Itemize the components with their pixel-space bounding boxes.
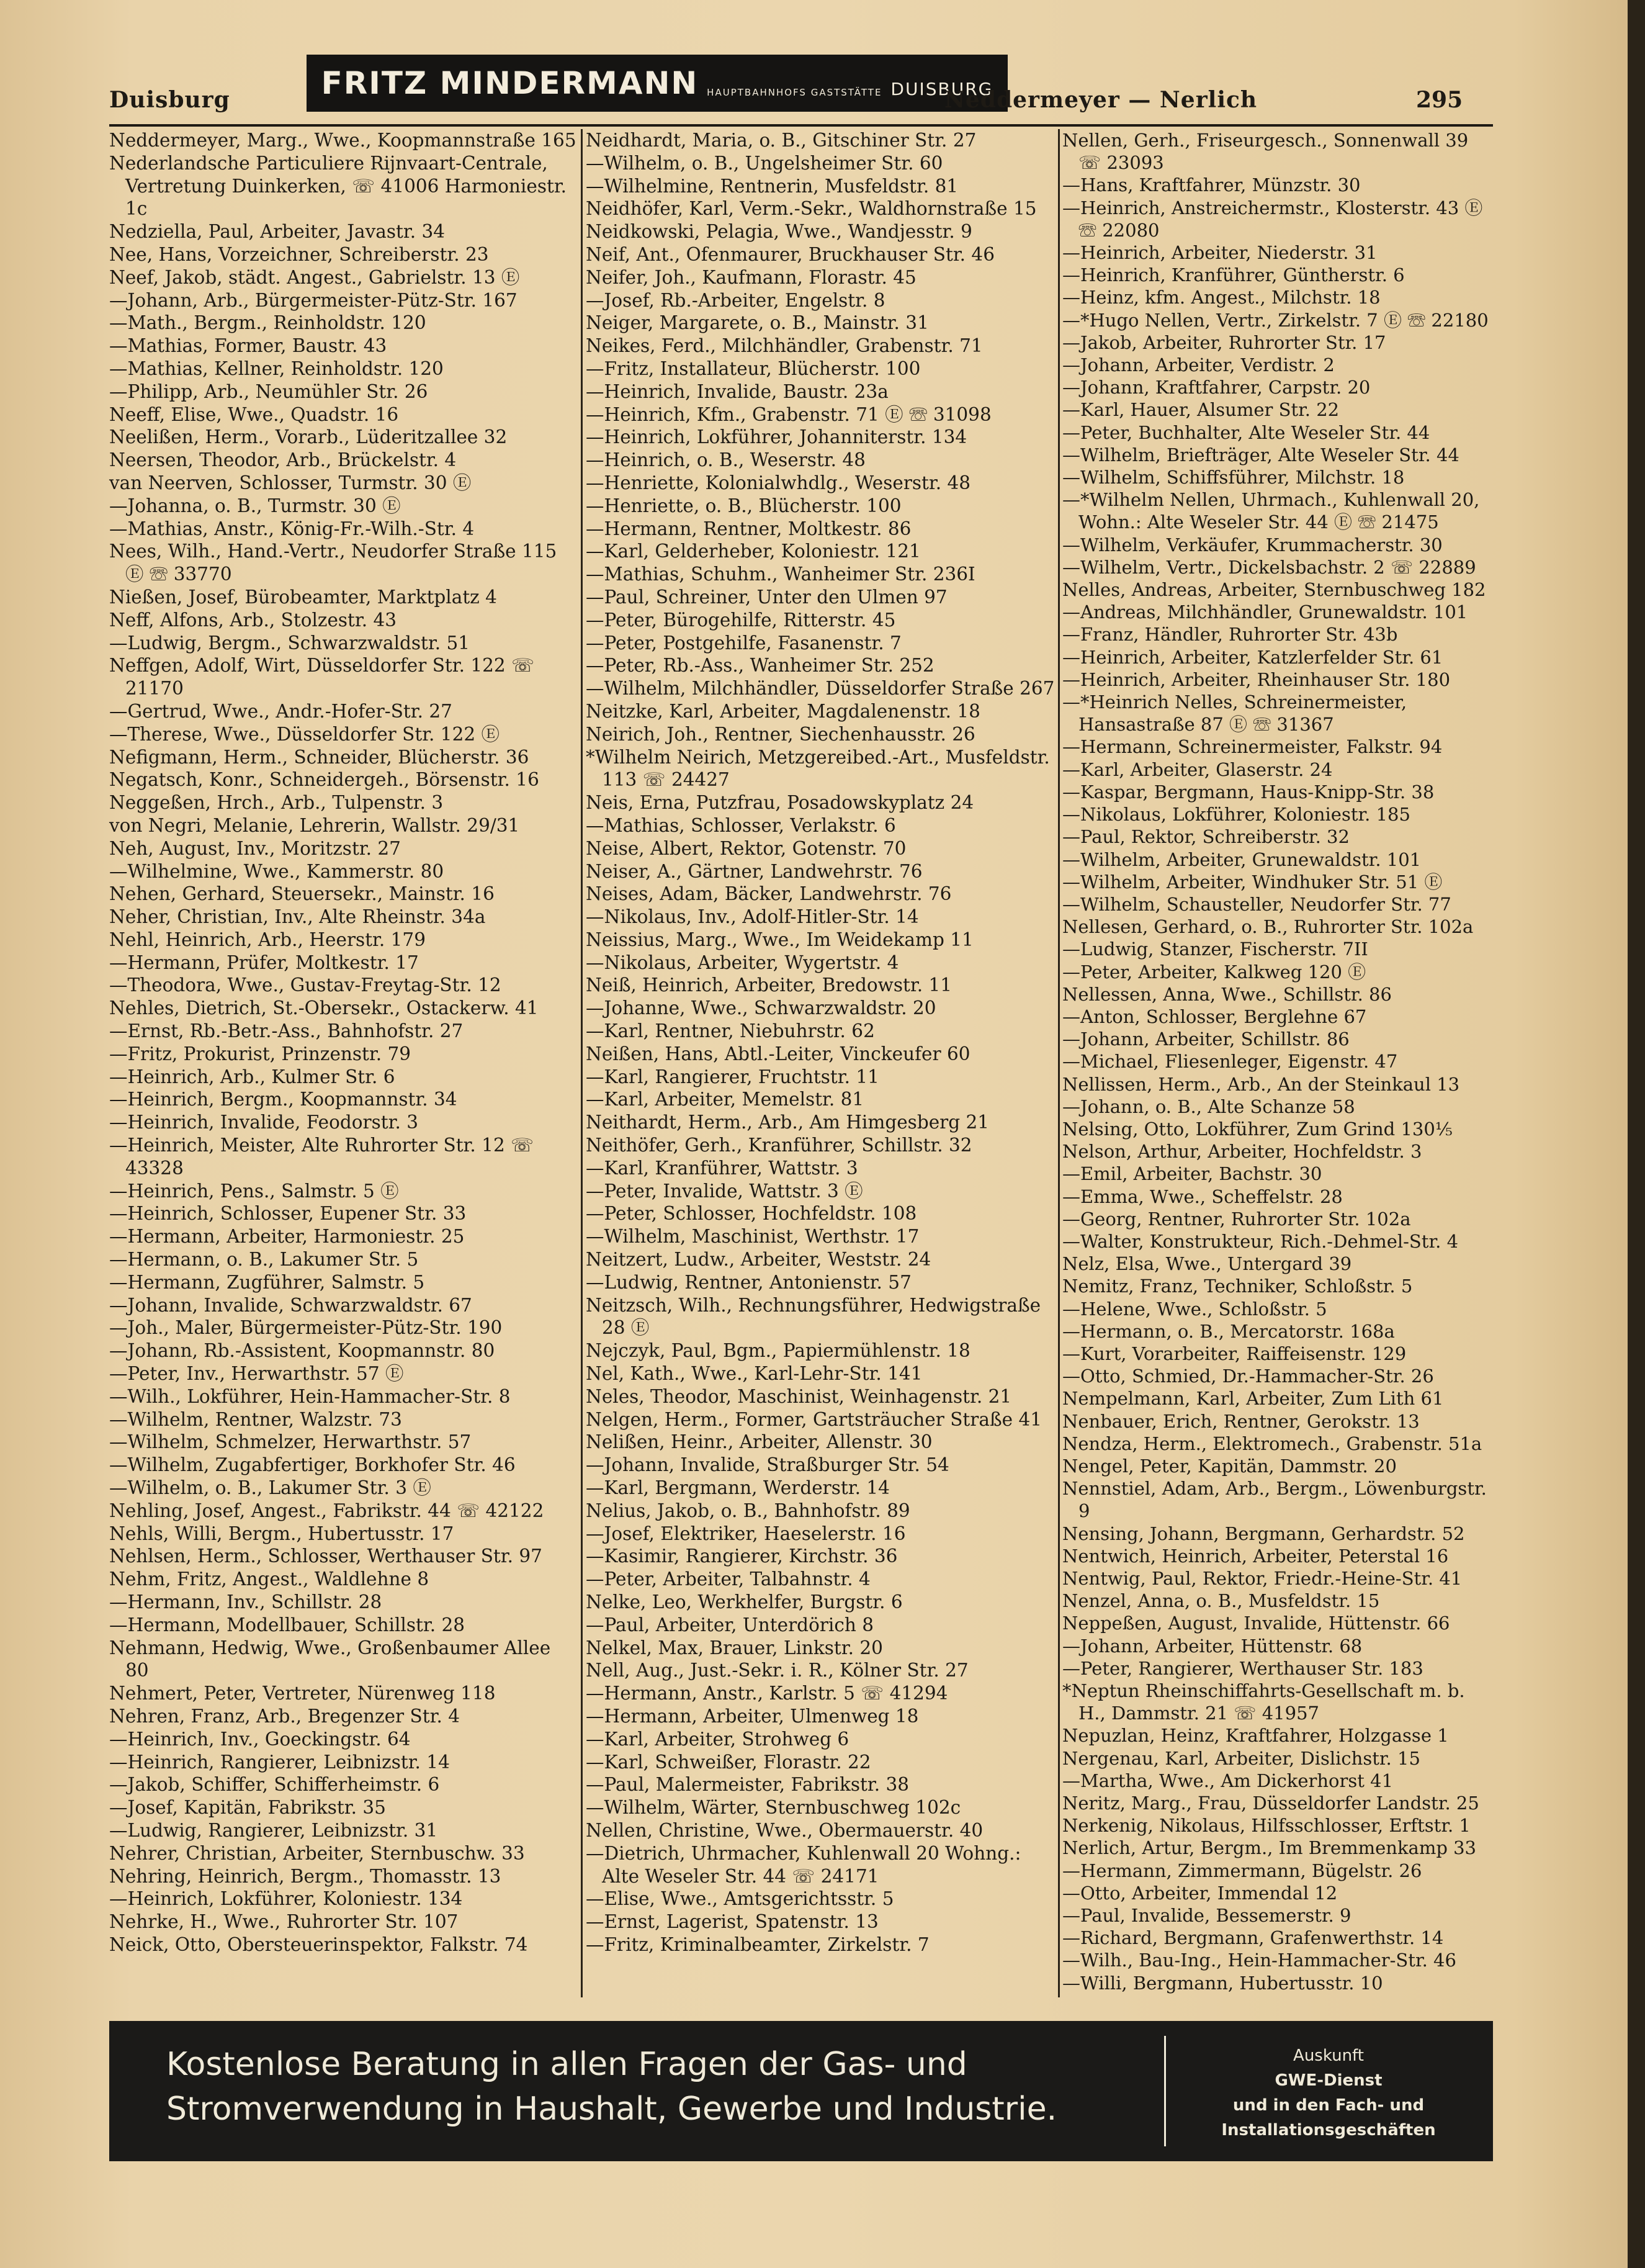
ad-subtitle: HAUPTBAHNHOFS GASTSTÄTTE	[707, 87, 882, 98]
directory-entry: —Wilh., Bau-Ing., Hein-Hammacher-Str. 46	[1062, 1950, 1456, 1971]
directory-entry: Nelgen, Herm., Former, Gartsträucher Straße 41	[586, 1408, 1042, 1430]
footer-side-line: Installationsgeschäften	[1221, 2121, 1436, 2140]
directory-entry: Nees, Wilh., Hand.-Vertr., Neudorfer Straße 115 Ⓔ ☏ 33770	[109, 541, 557, 585]
directory-entry: Neitzert, Ludw., Arbeiter, Weststr. 24	[586, 1249, 931, 1271]
directory-entry: —Mathias, Schuhm., Wanheimer Str. 236I	[586, 564, 975, 585]
directory-entry: Nießen, Josef, Bürobeamter, Marktplatz 4	[109, 586, 497, 608]
directory-entry: —Wilhelm, Schiffsführer, Milchstr. 18	[1062, 467, 1405, 488]
directory-entry: —Josef, Elektriker, Haeselerstr. 16	[586, 1523, 906, 1544]
directory-entry: —Wilhelmine, Rentnerin, Musfeldstr. 81	[586, 175, 959, 197]
column-divider	[581, 129, 583, 1997]
directory-entry: —Karl, Arbeiter, Strohweg 6	[586, 1728, 849, 1750]
directory-column-1	[109, 129, 578, 2004]
directory-entry: Nellen, Christine, Wwe., Obermauerstr. 40	[586, 1819, 984, 1841]
directory-entry: —Helene, Wwe., Schloßstr. 5	[1062, 1298, 1327, 1320]
directory-entry: Neles, Theodor, Maschinist, Weinhagenstr. 21	[586, 1385, 1012, 1407]
directory-entry: —Hermann, Modellbauer, Schillstr. 28	[109, 1614, 465, 1636]
directory-entry: —Karl, Arbeiter, Memelstr. 81	[586, 1089, 864, 1110]
directory-entry: Nehmann, Hedwig, Wwe., Großenbaumer Allee 80	[109, 1637, 551, 1681]
directory-entry: —Heinrich, Invalide, Feodorstr. 3	[109, 1112, 418, 1133]
directory-entry: Neritz, Marg., Frau, Düsseldorfer Landstr. 25	[1062, 1793, 1479, 1814]
directory-entry: Nelson, Arthur, Arbeiter, Hochfeldstr. 3	[1062, 1141, 1422, 1163]
directory-entry: —Heinrich, Rangierer, Leibnizstr. 14	[109, 1751, 450, 1773]
directory-entry: —Heinrich, Schlosser, Eupener Str. 33	[109, 1203, 467, 1225]
directory-entry: —Johann, o. B., Alte Schanze 58	[1062, 1096, 1355, 1117]
directory-entry: —Kurt, Vorarbeiter, Raiffeisenstr. 129	[1062, 1343, 1407, 1364]
directory-entry: —Paul, Schreiner, Unter den Ulmen 97	[586, 586, 948, 608]
directory-column-3	[1062, 129, 1493, 2004]
directory-entry: —Fritz, Prokurist, Prinzenstr. 79	[109, 1043, 411, 1064]
directory-entry: —Ludwig, Bergm., Schwarzwaldstr. 51	[109, 632, 470, 654]
directory-entry: —Heinrich, Arbeiter, Rheinhauser Str. 180	[1062, 668, 1451, 690]
directory-entry: —Elise, Wwe., Amtsgerichtsstr. 5	[586, 1888, 894, 1910]
directory-entry: —Fritz, Kriminalbeamter, Zirkelstr. 7	[586, 1933, 930, 1955]
directory-entry: Nee, Hans, Vorzeichner, Schreiberstr. 23	[109, 243, 489, 265]
directory-entry: Nelißen, Heinr., Arbeiter, Allenstr. 30	[586, 1431, 933, 1453]
directory-entry: —*Heinrich Nelles, Schreinermeister, Hansastraße 87 Ⓔ ☏ 31367	[1062, 691, 1407, 736]
directory-entry: —Anton, Schlosser, Berglehne 67	[1062, 1006, 1367, 1027]
directory-entry: —Wilhelm, Rentner, Walzstr. 73	[109, 1408, 402, 1430]
directory-entry: —Wilh., Lokführer, Hein-Hammacher-Str. 8	[109, 1385, 511, 1407]
column-divider	[1058, 129, 1060, 1997]
directory-entry: —Jakob, Arbeiter, Ruhrorter Str. 17	[1062, 331, 1386, 353]
directory-entry: Nehling, Josef, Angest., Fabrikstr. 44 ☏ 42122	[109, 1500, 544, 1521]
directory-entry: —Wilhelm, Schausteller, Neudorfer Str. 77	[1062, 893, 1451, 915]
directory-entry: —Wilhelm, Vertr., Dickelsbachstr. 2 ☏ 22889	[1062, 556, 1476, 578]
directory-entry: —Wilhelm, Milchhändler, Düsseldorfer Straße 267	[586, 678, 1055, 700]
directory-entry: —Hermann, o. B., Lakumer Str. 5	[109, 1249, 419, 1271]
page-edge-shadow	[1628, 0, 1645, 2268]
directory-entry: —Hermann, Arbeiter, Ulmenweg 18	[586, 1705, 919, 1727]
directory-entry: —Hermann, Anstr., Karlstr. 5 ☏ 41294	[586, 1683, 948, 1704]
directory-entry: —Karl, Hauer, Alsumer Str. 22	[1062, 399, 1340, 421]
directory-entry: Nefigmann, Herm., Schneider, Blücherstr. 36	[109, 746, 529, 768]
directory-entry: Neißen, Hans, Abtl.-Leiter, Vinckeufer 60	[586, 1043, 970, 1064]
directory-entry: —Hermann, Zimmermann, Bügelstr. 26	[1062, 1860, 1422, 1881]
directory-entry: Neikes, Ferd., Milchhändler, Grabenstr. 71	[586, 335, 983, 357]
directory-entry: —Mathias, Anstr., König-Fr.-Wilh.-Str. 4	[109, 518, 475, 539]
directory-entry: —Math., Bergm., Reinholdstr. 120	[109, 312, 426, 334]
directory-entry: Nehen, Gerhard, Steuersekr., Mainstr. 16	[109, 883, 495, 905]
directory-entry: —Karl, Schweißer, Florastr. 22	[586, 1751, 871, 1773]
directory-entry: —Kaspar, Bergmann, Haus-Knipp-Str. 38	[1062, 781, 1435, 803]
directory-entry: Nehl, Heinrich, Arb., Heerstr. 179	[109, 929, 426, 950]
directory-entry: Neirich, Joh., Rentner, Siechenhausstr. 26	[586, 723, 975, 745]
directory-entry: Neiser, A., Gärtner, Landwehrstr. 76	[586, 860, 923, 882]
directory-entry: —Andreas, Milchhändler, Grunewaldstr. 101	[1062, 601, 1468, 623]
directory-entry: —Wilhelm, Arbeiter, Grunewaldstr. 101	[1062, 848, 1422, 870]
directory-entry: Neff, Alfons, Arb., Stolzestr. 43	[109, 609, 397, 631]
directory-entry: Nentwig, Paul, Rektor, Friedr.-Heine-Str. 41	[1062, 1568, 1463, 1589]
directory-entry: Nenzel, Anna, o. B., Musfeldstr. 15	[1062, 1590, 1380, 1612]
header-city: Duisburg	[109, 87, 230, 113]
directory-entry: —Peter, Arbeiter, Talbahnstr. 4	[586, 1568, 871, 1590]
directory-entry: —Heinrich, Kfm., Grabenstr. 71 Ⓔ ☏ 31098	[586, 403, 992, 425]
directory-entry: —Paul, Arbeiter, Unterdörich 8	[586, 1614, 874, 1636]
directory-entry: Nepuzlan, Heinz, Kraftfahrer, Holzgasse 1	[1062, 1725, 1449, 1747]
directory-entry: —Franz, Händler, Ruhrorter Str. 43b	[1062, 624, 1398, 646]
directory-entry: Nelles, Andreas, Arbeiter, Sternbuschweg 182	[1062, 579, 1486, 601]
directory-column-2	[586, 129, 1055, 2004]
directory-entry: —Therese, Wwe., Düsseldorfer Str. 122 Ⓔ	[109, 723, 500, 745]
header-name-range: Neddermeyer — Nerlich	[944, 87, 1258, 113]
directory-entry: Nehren, Franz, Arb., Bregenzer Str. 4	[109, 1705, 460, 1727]
directory-entry: Nell, Aug., Just.-Sekr. i. R., Kölner Str. 27	[586, 1660, 969, 1681]
directory-entry: —Ernst, Lagerist, Spatenstr. 13	[586, 1911, 879, 1933]
directory-entry: —Henriette, Kolonialwhdlg., Weserstr. 48	[586, 472, 971, 493]
directory-entry: —Heinrich, Arbeiter, Katzlerfelder Str. 61	[1062, 646, 1443, 668]
directory-entry: —Joh., Maler, Bürgermeister-Pütz-Str. 190	[109, 1317, 503, 1339]
directory-entry: Nellessen, Anna, Wwe., Schillstr. 86	[1062, 983, 1392, 1005]
directory-entry: Nellesen, Gerhard, o. B., Ruhrorter Str. 102a	[1062, 916, 1474, 938]
directory-entry: —Karl, Kranführer, Wattstr. 3	[586, 1157, 858, 1179]
directory-entry: —Heinrich, Inv., Goeckingstr. 64	[109, 1728, 411, 1750]
directory-entry: —Peter, Inv., Herwarthstr. 57 Ⓔ	[109, 1363, 404, 1385]
directory-entry: Nempelmann, Karl, Arbeiter, Zum Lith 61	[1062, 1388, 1444, 1410]
directory-entry: —Mathias, Former, Baustr. 43	[109, 335, 387, 357]
directory-entry: —Hermann, o. B., Mercatorstr. 168a	[1062, 1320, 1395, 1342]
directory-entry: —Hermann, Rentner, Moltkestr. 86	[586, 518, 912, 539]
directory-entry: Nerkenig, Nikolaus, Hilfsschlosser, Erftstr. 1	[1062, 1815, 1471, 1837]
header-advertisement	[307, 55, 1008, 112]
directory-entry: —Heinrich, Pens., Salmstr. 5 Ⓔ	[109, 1180, 399, 1202]
directory-entry: —Paul, Malermeister, Fabrikstr. 38	[586, 1774, 910, 1796]
directory-entry: —Heinrich, Arb., Kulmer Str. 6	[109, 1066, 395, 1087]
directory-entry: Nemitz, Franz, Techniker, Schloßstr. 5	[1062, 1276, 1413, 1297]
directory-entry: —Karl, Rentner, Niebuhrstr. 62	[586, 1020, 875, 1042]
directory-entry: Neif, Ant., Ofenmaurer, Bruckhauser Str. 46	[586, 243, 995, 265]
directory-entry: —Wilhelm, o. B., Ungelsheimer Str. 60	[586, 152, 943, 174]
directory-entry: —Ludwig, Rentner, Antonienstr. 57	[586, 1271, 912, 1293]
directory-entry: Nelsing, Otto, Lokführer, Zum Grind 130⅕	[1062, 1118, 1453, 1140]
directory-entry: —Heinrich, Invalide, Baustr. 23a	[586, 380, 889, 402]
directory-entry: Nehrke, H., Wwe., Ruhrorter Str. 107	[109, 1911, 459, 1933]
directory-entry: —Karl, Arbeiter, Glaserstr. 24	[1062, 758, 1333, 780]
directory-entry: —Hermann, Inv., Schillstr. 28	[109, 1591, 382, 1613]
directory-entry: —Hermann, Arbeiter, Harmoniestr. 25	[109, 1226, 465, 1248]
directory-entry: —Heinz, kfm. Angest., Milchstr. 18	[1062, 287, 1381, 308]
directory-entry: —Heinrich, Bergm., Koopmannstr. 34	[109, 1089, 457, 1110]
directory-entry: —Wilhelmine, Wwe., Kammerstr. 80	[109, 860, 444, 882]
page-number: 295	[1416, 87, 1463, 113]
directory-entry: —Jakob, Schiffer, Schifferheimstr. 6	[109, 1774, 440, 1796]
directory-entry: *Neptun Rheinschiffahrts-Gesellschaft m. b. H., Dammstr. 21 ☏ 41957	[1062, 1680, 1465, 1724]
directory-entry: —Philipp, Arb., Neumühler Str. 26	[109, 380, 428, 402]
footer-main-text	[166, 2042, 1172, 2131]
directory-entry: —Dietrich, Uhrmacher, Kuhlenwall 20 Wohng.: Alte Weseler Str. 44 ☏ 24171	[586, 1842, 1021, 1887]
directory-entry: Nensing, Johann, Bergmann, Gerhardstr. 52	[1062, 1523, 1465, 1544]
directory-entry: Neis, Erna, Putzfrau, Posadowskyplatz 24	[586, 792, 974, 814]
directory-entry: Neises, Adam, Bäcker, Landwehrstr. 76	[586, 883, 952, 905]
directory-entry: —Wilhelm, Briefträger, Alte Weseler Str. 44	[1062, 444, 1459, 466]
directory-entry: —Wilhelm, Schmelzer, Herwarthstr. 57	[109, 1431, 472, 1453]
directory-entry: Nelius, Jakob, o. B., Bahnhofstr. 89	[586, 1500, 910, 1521]
directory-entry: —Hermann, Prüfer, Moltkestr. 17	[109, 952, 419, 973]
directory-entry: —Georg, Rentner, Ruhrorter Str. 102a	[1062, 1208, 1411, 1230]
footer-side-line: GWE-Dienst	[1275, 2071, 1383, 2090]
directory-entry: —Ludwig, Stanzer, Fischerstr. 7II	[1062, 938, 1368, 960]
directory-entry: —Heinrich, Anstreichermstr., Klosterstr. 43 Ⓔ ☏ 22080	[1062, 197, 1483, 241]
directory-entry: von Negri, Melanie, Lehrerin, Wallstr. 29/31	[109, 814, 520, 836]
directory-entry: —Josef, Rb.-Arbeiter, Engelstr. 8	[586, 289, 885, 311]
directory-entry: —Peter, Arbeiter, Kalkweg 120 Ⓔ	[1062, 961, 1366, 983]
footer-advertisement	[109, 2021, 1493, 2161]
directory-entry: —Emil, Arbeiter, Bachstr. 30	[1062, 1163, 1322, 1185]
directory-entry: —*Hugo Nellen, Vertr., Zirkelstr. 7 Ⓔ ☏ 22180	[1062, 309, 1489, 331]
directory-entry: Nehles, Dietrich, St.-Obersekr., Ostackerw. 41	[109, 997, 539, 1019]
page-header	[109, 55, 1493, 123]
directory-entry: —Heinrich, Kranführer, Güntherstr. 6	[1062, 264, 1405, 286]
directory-entry: —Hermann, Schreinermeister, Falkstr. 94	[1062, 736, 1443, 758]
directory-entry: *Wilhelm Neirich, Metzgereibed.-Art., Musfeldstr. 113 ☏ 24427	[586, 746, 1050, 791]
directory-entry: —Johann, Arbeiter, Hüttenstr. 68	[1062, 1635, 1363, 1657]
directory-entry: Nennstiel, Adam, Arb., Bergm., Löwenburgstr. 9	[1062, 1478, 1487, 1522]
directory-entry: —*Wilhelm Nellen, Uhrmach., Kuhlenwall 20, Wohn.: Alte Weseler Str. 44 Ⓔ ☏ 21475	[1062, 489, 1480, 533]
directory-entry: —Karl, Bergmann, Werderstr. 14	[586, 1477, 890, 1499]
directory-entry: —Mathias, Schlosser, Verlakstr. 6	[586, 814, 896, 836]
ad-name: FRITZ MINDERMANN	[321, 65, 699, 101]
directory-entry: —Wilhelm, Arbeiter, Windhuker Str. 51 Ⓔ	[1062, 871, 1443, 893]
directory-entry: —Johann, Kraftfahrer, Carpstr. 20	[1062, 377, 1371, 398]
directory-entry: Neidhöfer, Karl, Verm.-Sekr., Waldhornstraße 15	[586, 198, 1037, 220]
directory-entry: Nellissen, Herm., Arb., An der Steinkaul 13	[1062, 1073, 1460, 1095]
directory-entry: Nerlich, Artur, Bergm., Im Bremmenkamp 33	[1062, 1837, 1476, 1859]
directory-entry: —Otto, Schmied, Dr.-Hammacher-Str. 26	[1062, 1366, 1434, 1387]
directory-entry: —Fritz, Installateur, Blücherstr. 100	[586, 358, 921, 379]
directory-entry: Neifer, Joh., Kaufmann, Florastr. 45	[586, 266, 917, 288]
directory-entry: —Peter, Rangierer, Werthauser Str. 183	[1062, 1657, 1423, 1679]
directory-entry: Neef, Jakob, städt. Angest., Gabrielstr. 13 Ⓔ	[109, 266, 520, 288]
header-rule	[109, 124, 1493, 127]
directory-entry: Nehlsen, Herm., Schlosser, Werthauser Str. 97	[109, 1546, 542, 1567]
directory-entry: Nellen, Gerh., Friseurgesch., Sonnenwall 39 ☏ 23093	[1062, 130, 1469, 174]
footer-side-text	[1173, 2043, 1484, 2143]
directory-entry: —Walter, Konstrukteur, Rich.-Dehmel-Str. 4	[1062, 1230, 1459, 1252]
directory-entry: —Johann, Rb.-Assistent, Koopmannstr. 80	[109, 1340, 495, 1362]
directory-entry: —Johann, Arbeiter, Verdistr. 2	[1062, 354, 1335, 376]
directory-entry: Neersen, Theodor, Arb., Brückelstr. 4	[109, 449, 457, 471]
directory-entry: —Heinrich, Meister, Alte Ruhrorter Str. 12 ☏ 43328	[109, 1135, 534, 1179]
directory-entry: Nehls, Willi, Bergm., Hubertusstr. 17	[109, 1523, 454, 1544]
directory-entry: Neggeßen, Hrch., Arb., Tulpenstr. 3	[109, 792, 444, 814]
directory-entry: Neiß, Heinrich, Arbeiter, Bredowstr. 11	[586, 974, 952, 996]
directory-entry: —Johann, Invalide, Straßburger Str. 54	[586, 1454, 949, 1476]
directory-entry: Neeff, Elise, Wwe., Quadstr. 16	[109, 403, 399, 425]
directory-entry: Nel, Kath., Wwe., Karl-Lehr-Str. 141	[586, 1363, 923, 1385]
footer-side-line: und in den Fach- und	[1232, 2096, 1425, 2115]
directory-entry: —Wilhelm, Verkäufer, Krummacherstr. 30	[1062, 534, 1443, 556]
directory-entry: —Paul, Invalide, Bessemerstr. 9	[1062, 1905, 1351, 1927]
directory-entry: Nentwich, Heinrich, Arbeiter, Peterstal 16	[1062, 1545, 1449, 1567]
directory-entry: —Martha, Wwe., Am Dickerhorst 41	[1062, 1770, 1394, 1791]
footer-main-line: Kostenlose Beratung in allen Fragen der Gas- und	[166, 2046, 967, 2083]
directory-entry: —Mathias, Kellner, Reinholdstr. 120	[109, 358, 444, 379]
directory-entry: —Heinrich, Lokführer, Johanniterstr. 134	[586, 426, 967, 448]
directory-entry: Nedziella, Paul, Arbeiter, Javastr. 34	[109, 221, 446, 243]
directory-entry: Neppeßen, August, Invalide, Hüttenstr. 66	[1062, 1613, 1450, 1634]
directory-entry: Nehring, Heinrich, Bergm., Thomasstr. 13	[109, 1865, 501, 1887]
directory-entry: —Otto, Arbeiter, Immendal 12	[1062, 1882, 1338, 1904]
directory-entry: —Richard, Bergmann, Grafenwerthstr. 14	[1062, 1927, 1444, 1949]
directory-entry: —Willi, Bergmann, Hubertusstr. 10	[1062, 1972, 1383, 1994]
directory-entry: —Gertrud, Wwe., Andr.-Hofer-Str. 27	[109, 700, 452, 722]
directory-entry: —Peter, Buchhalter, Alte Weseler Str. 44	[1062, 421, 1430, 443]
directory-entry: Nelkel, Max, Brauer, Linkstr. 20	[586, 1637, 883, 1658]
directory-entry: —Peter, Schlosser, Hochfeldstr. 108	[586, 1203, 917, 1225]
directory-entry: Nehrer, Christian, Arbeiter, Sternbuschw. 33	[109, 1842, 525, 1864]
directory-entry: —Ludwig, Rangierer, Leibnizstr. 31	[109, 1819, 438, 1841]
directory-entry: —Hans, Kraftfahrer, Münzstr. 30	[1062, 174, 1361, 196]
directory-entry: —Wilhelm, Maschinist, Werthstr. 17	[586, 1226, 920, 1248]
directory-entry: —Johanna, o. B., Turmstr. 30 Ⓔ	[109, 495, 401, 516]
directory-entry: —Paul, Rektor, Schreiberstr. 32	[1062, 826, 1350, 848]
directory-entry: —Peter, Invalide, Wattstr. 3 Ⓔ	[586, 1180, 863, 1202]
directory-entry: —Heinrich, o. B., Weserstr. 48	[586, 449, 866, 471]
directory-entry: Neitzsch, Wilh., Rechnungsführer, Hedwigstraße 28 Ⓔ	[586, 1294, 1041, 1339]
directory-entry: —Ernst, Rb.-Betr.-Ass., Bahnhofstr. 27	[109, 1020, 464, 1042]
directory-entry: —Peter, Bürogehilfe, Ritterstr. 45	[586, 609, 896, 631]
directory-entry: —Johanne, Wwe., Schwarzwaldstr. 20	[586, 997, 936, 1019]
directory-entry: —Michael, Fliesenleger, Eigenstr. 47	[1062, 1051, 1398, 1073]
directory-entry: Nenbauer, Erich, Rentner, Gerokstr. 13	[1062, 1410, 1420, 1432]
directory-entry: —Johann, Arb., Bürgermeister-Pütz-Str. 167	[109, 289, 518, 311]
directory-entry: —Kasimir, Rangierer, Kirchstr. 36	[586, 1546, 898, 1567]
footer-side-line: Auskunft	[1293, 2046, 1364, 2065]
directory-entry: —Wilhelm, o. B., Lakumer Str. 3 Ⓔ	[109, 1477, 431, 1499]
directory-entry: Neffgen, Adolf, Wirt, Düsseldorfer Str. 122 ☏ 21170	[109, 655, 534, 700]
directory-entry: Neise, Albert, Rektor, Gotenstr. 70	[586, 837, 907, 859]
directory-entry: —Wilhelm, Zugabfertiger, Borkhofer Str. 46	[109, 1454, 516, 1476]
directory-entry: —Nikolaus, Lokführer, Koloniestr. 185	[1062, 804, 1410, 826]
directory-entry: van Neerven, Schlosser, Turmstr. 30 Ⓔ	[109, 472, 472, 493]
directory-entry: —Johann, Invalide, Schwarzwaldstr. 67	[109, 1294, 472, 1316]
directory-entry: —Josef, Kapitän, Fabrikstr. 35	[109, 1797, 386, 1819]
directory-entry: —Peter, Postgehilfe, Fasanenstr. 7	[586, 632, 902, 654]
directory-entry: Neithöfer, Gerh., Kranführer, Schillstr. 32	[586, 1135, 972, 1156]
footer-divider	[1164, 2036, 1166, 2146]
directory-entry: Neissius, Marg., Wwe., Im Weidekamp 11	[586, 929, 974, 950]
directory-entry: Nehm, Fritz, Angest., Waldlehne 8	[109, 1568, 429, 1590]
directory-entry: —Nikolaus, Inv., Adolf-Hitler-Str. 14	[586, 906, 919, 928]
directory-entry: Neelißen, Herm., Vorarb., Lüderitzallee 32	[109, 426, 508, 448]
directory-entry: —Heinrich, Lokführer, Koloniestr. 134	[109, 1888, 463, 1910]
directory-entry: Neher, Christian, Inv., Alte Rheinstr. 34a	[109, 906, 486, 928]
directory-entry: Nergenau, Karl, Arbeiter, Dislichstr. 15	[1062, 1747, 1420, 1769]
directory-entry: Neiger, Margarete, o. B., Mainstr. 31	[586, 312, 929, 334]
directory-entry: —Heinrich, Arbeiter, Niederstr. 31	[1062, 242, 1378, 264]
directory-entry: Neh, August, Inv., Moritzstr. 27	[109, 837, 401, 859]
directory-entry: Nengel, Peter, Kapitän, Dammstr. 20	[1062, 1455, 1397, 1477]
directory-entry: Negatsch, Konr., Schneidergeh., Börsenstr. 16	[109, 769, 539, 791]
directory-entry: Neidhardt, Maria, o. B., Gitschiner Str. 27	[586, 130, 977, 151]
directory-entry: —Peter, Rb.-Ass., Wanheimer Str. 252	[586, 655, 935, 677]
directory-entry: —Hermann, Zugführer, Salmstr. 5	[109, 1271, 425, 1293]
directory-entry: Neddermeyer, Marg., Wwe., Koopmannstraße 165	[109, 130, 576, 151]
directory-entry: —Henriette, o. B., Blücherstr. 100	[586, 495, 902, 516]
directory-entry: —Nikolaus, Arbeiter, Wygertstr. 4	[586, 952, 899, 973]
directory-entry: —Emma, Wwe., Scheffelstr. 28	[1062, 1186, 1343, 1207]
footer-main-line: Stromverwendung in Haushalt, Gewerbe und Industrie.	[166, 2090, 1057, 2128]
directory-entry: Nehmert, Peter, Vertreter, Nürenweg 118	[109, 1683, 496, 1704]
directory-entry: Nejczyk, Paul, Bgm., Papiermühlenstr. 18	[586, 1340, 970, 1362]
directory-entry: Nendza, Herm., Elektromech., Grabenstr. 51a	[1062, 1433, 1482, 1454]
directory-entry: Nederlandsche Particuliere Rijnvaart-Centrale, Vertretung Duinkerken, ☏ 41006 Harmoniestr. 1c	[109, 152, 567, 220]
directory-entry: Neidkowski, Pelagia, Wwe., Wandjesstr. 9	[586, 221, 972, 243]
directory-entry: Neithardt, Herm., Arb., Am Himgesberg 21	[586, 1112, 990, 1133]
directory-entry: —Karl, Rangierer, Fruchtstr. 11	[586, 1066, 879, 1087]
directory-entry: —Theodora, Wwe., Gustav-Freytag-Str. 12	[109, 974, 501, 996]
directory-entry: Neick, Otto, Obersteuerinspektor, Falkstr. 74	[109, 1933, 528, 1955]
directory-entry: —Wilhelm, Wärter, Sternbuschweg 102c	[586, 1797, 961, 1819]
ad-city: DUISBURG	[890, 78, 993, 99]
directory-entry: —Johann, Arbeiter, Schillstr. 86	[1062, 1028, 1350, 1050]
directory-entry: Neitzke, Karl, Arbeiter, Magdalenenstr. 18	[586, 700, 980, 722]
directory-entry: Nelz, Elsa, Wwe., Untergard 39	[1062, 1253, 1352, 1275]
directory-entry: —Karl, Gelderheber, Koloniestr. 121	[586, 541, 921, 562]
directory-entry: Nelke, Leo, Werkhelfer, Burgstr. 6	[586, 1591, 903, 1613]
